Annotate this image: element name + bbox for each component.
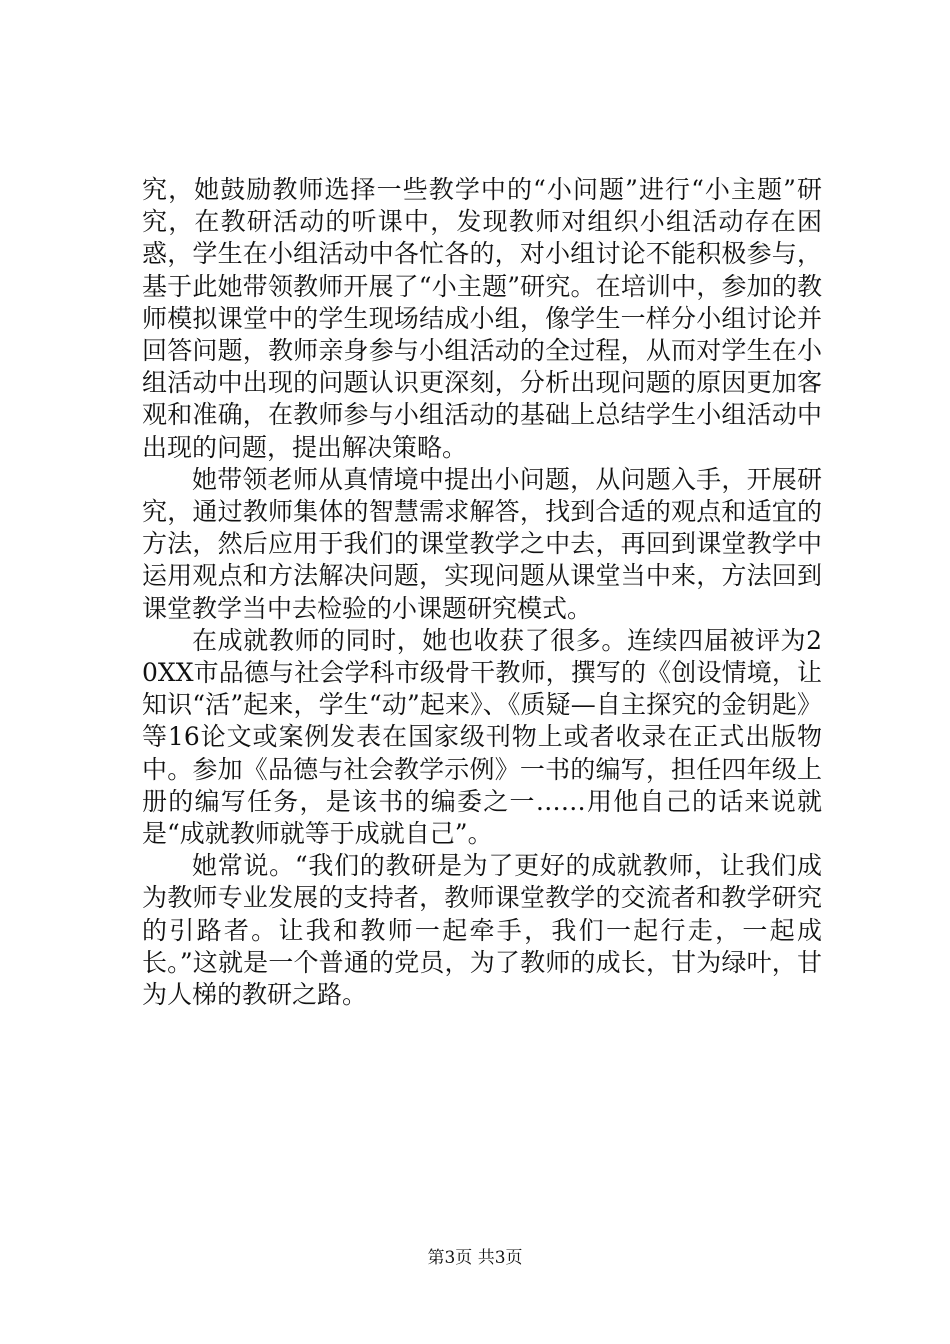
paragraph-4: 她常说。“我们的教研是为了更好的成就教师，让我们成为教师专业发展的支持者，教师课堂教学的交流者和教学研究的引路者。让我和教师一起牵手，我们一起行走，一起成长。”这就是一个普通的党员，为了教师的成长，甘为绿叶，甘为人梯的教研之路。 (142, 851, 822, 1010)
paragraph-2: 她带领老师从真情境中提出小问题，从问题入手，开展研究，通过教师集体的智慧需求解答，找到合适的观点和适宜的方法，然后应用于我们的课堂教学之中去，再回到课堂教学中运用观点和方法解决问题，实现问题从课堂当中来，方法回到课堂教学当中去检验的小课题研究模式。 (142, 464, 822, 623)
paragraph-3: 在成就教师的同时，她也收获了很多。连续四届被评为20XX市品德与社会学科市级骨干教师，撰写的《创设情境，让知识“活”起来，学生“动”起来》、《质疑—自主探究的金钥匙》等16论文或案例发表在国家级刊物上或者收录在正式出版物中。参加《品德与社会教学示例》一书的编写，担任四年级上册的编写任务，是该书的编委之一……用他自己的话来说就是“成就教师就等于成就自己”。 (142, 625, 822, 849)
page-number-footer: 第3页 共3页 (427, 1248, 523, 1268)
paragraph-1: 究，她鼓励教师选择一些教学中的“小问题”进行“小主题”研究，在教研活动的听课中，发现教师对组织小组活动存在困惑，学生在小组活动中各忙各的，对小组讨论不能积极参与，基于此她带领教师开展了“小主题”研究。在培训中，参加的教师模拟课堂中的学生现场结成小组，像学生一样分小组讨论并回答问题，教师亲身参与小组活动的全过程，从而对学生在小组活动中出现的问题认识更深刻，分析出现问题的原因更加客观和准确，在教师参与小组活动的基础上总结学生小组活动中出现的问题，提出解决策略。 (142, 175, 822, 462)
document-body (142, 174, 822, 1011)
